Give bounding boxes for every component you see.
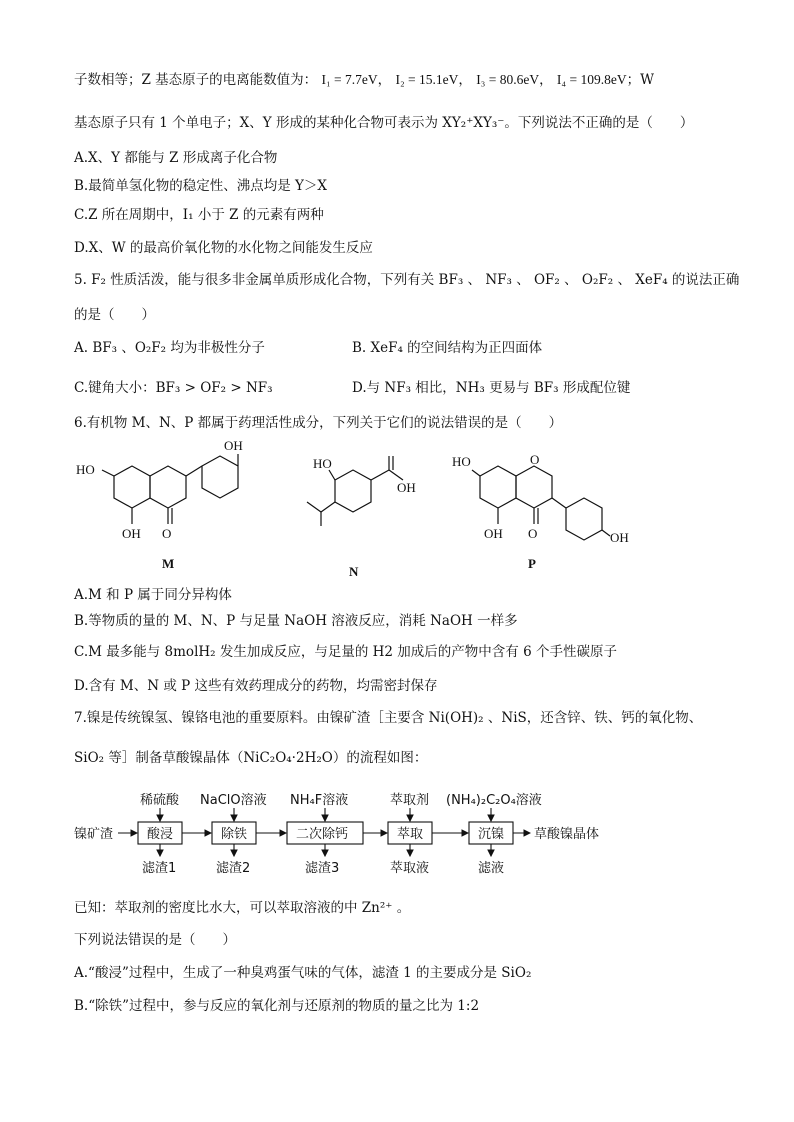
m-o-carbonyl: O — [162, 526, 172, 541]
n-oh: OH — [397, 480, 416, 495]
q4-ionization-line: 子数相等；Z 基态原子的电离能数值为： I₁ = 7.7eV， I₂ = 15.1eV， I₃ = 80.6eV， I₄ = 109.8eV；W — [74, 72, 654, 88]
q4-line1-post: ；W — [626, 72, 654, 88]
m-label: M — [162, 556, 175, 571]
flow-reagent-5: (NH₄)₂C₂O₄溶液 — [446, 793, 542, 808]
molecule-n-structure — [285, 450, 445, 580]
flow-output-2: 滤渣2 — [216, 861, 251, 876]
flow-output-4: 萃取液 — [390, 861, 430, 876]
q4-line1-text: 子数相等；Z 基态原子的电离能数值为： — [74, 72, 318, 88]
flow-output-1: 滤渣1 — [142, 861, 177, 876]
flow-output-3: 滤渣3 — [305, 861, 340, 876]
p-ho: HO — [452, 454, 471, 469]
nickel-process-flowchart — [74, 788, 634, 883]
q4-i4: I₄ = 109.8eV — [556, 72, 627, 87]
q7-known: 已知：萃取剂的密度比水大，可以萃取溶液的中 Zn²⁺ 。 — [74, 900, 411, 916]
q6-option-d: D.含有 M、N 或 P 这些有效药理成分的药物，均需密封保存 — [74, 678, 438, 694]
m-oh-top: OH — [224, 438, 243, 453]
q4-i3: I₃ = 80.6eV — [476, 72, 540, 87]
molecule-m-structure — [74, 436, 274, 576]
p-label: P — [528, 556, 536, 571]
q7-option-a: A.“酸浸”过程中，生成了一种臭鸡蛋气味的气体，滤渣 1 的主要成分是 SiO₂ — [74, 965, 532, 981]
flow-step-3: 二次除钙 — [296, 827, 349, 842]
q5-option-b: B. XeF₄ 的空间结构为正四面体 — [352, 340, 543, 356]
molecule-p-structure — [450, 436, 630, 576]
flow-reagent-3: NH₄F溶液 — [290, 793, 349, 808]
q7-stem-line2: SiO₂ 等］制备草酸镍晶体（NiC₂O₄·2H₂O）的流程如图： — [74, 750, 428, 766]
p-oh-right: OH — [610, 530, 629, 545]
p-oh-bottom: OH — [484, 526, 503, 541]
flow-end: 草酸镍晶体 — [534, 827, 600, 842]
q5-option-c: C.键角大小：BF₃ > OF₂ > NF₃ — [74, 380, 273, 396]
n-ho: HO — [313, 456, 332, 471]
flow-step-4: 萃取 — [397, 827, 424, 842]
m-oh-bottom: OH — [122, 526, 141, 541]
m-ho-left: HO — [76, 462, 95, 477]
flow-reagent-4: 萃取剂 — [390, 793, 430, 808]
q5-option-a: A. BF₃ 、O₂F₂ 均为非极性分子 — [74, 340, 265, 356]
flow-reagent-2: NaClO溶液 — [200, 793, 267, 808]
n-label: N — [349, 564, 359, 579]
q6-option-a: A.M 和 P 属于同分异构体 — [74, 587, 232, 603]
q6-option-b: B.等物质的量的 M、N、P 与足量 NaOH 溶液反应，消耗 NaOH 一样多 — [74, 613, 518, 629]
q6-stem: 6.有机物 M、N、P 都属于药理活性成分，下列关于它们的说法错误的是（ ） — [74, 415, 563, 431]
flow-reagent-1: 稀硫酸 — [140, 793, 180, 808]
q7-ask: 下列说法错误的是（ ） — [74, 932, 236, 948]
q7-stem-line1: 7.镍是传统镍氢、镍铬电池的重要原料。由镍矿渣［主要含 Ni(OH)₂ 、NiS，还含锌、铁、钙的氧化物、 — [74, 710, 703, 726]
q4-i2: I₂ = 15.1eV — [395, 72, 459, 87]
q4-option-b: B.最简单氢化物的稳定性、沸点均是 Y＞X — [74, 178, 328, 194]
q4-option-c: C.Z 所在周期中，I₁ 小于 Z 的元素有两种 — [74, 207, 324, 223]
flow-step-5: 沉镍 — [478, 827, 505, 842]
q7-option-b: B.“除铁”过程中，参与反应的氧化剂与还原剂的物质的量之比为 1:2 — [74, 998, 480, 1014]
flow-step-1: 酸浸 — [147, 827, 174, 842]
p-o-ring: O — [530, 452, 540, 467]
q5-stem-line1: 5. F₂ 性质活泼，能与很多非金属单质形成化合物，下列有关 BF₃ 、 NF₃ 、 OF₂ 、 O₂F₂ 、 XeF₄ 的说法正确 — [74, 272, 740, 288]
q5-stem-line2: 的是（ ） — [74, 307, 155, 323]
flow-step-2: 除铁 — [221, 827, 248, 842]
flow-output-5: 滤液 — [478, 861, 505, 876]
q6-option-c: C.M 最多能与 8molH₂ 发生加成反应，与足量的 H2 加成后的产物中含有 6 个手性碳原子 — [74, 644, 617, 660]
q4-option-d: D.X、W 的最高价氧化物的水化物之间能发生反应 — [74, 240, 373, 256]
flow-start: 镍矿渣 — [74, 827, 114, 842]
q4-stem-line2: 基态原子只有 1 个单电子；X、Y 形成的某种化合物可表示为 XY₂⁺XY₃⁻。下列说法不正确的是（ ） — [74, 115, 694, 131]
p-o-carbonyl: O — [528, 526, 538, 541]
q4-i1: I₁ = 7.7eV — [321, 72, 378, 87]
q4-option-a: A.X、Y 都能与 Z 形成离子化合物 — [74, 150, 278, 166]
q5-option-d: D.与 NF₃ 相比，NH₃ 更易与 BF₃ 形成配位键 — [352, 380, 631, 396]
